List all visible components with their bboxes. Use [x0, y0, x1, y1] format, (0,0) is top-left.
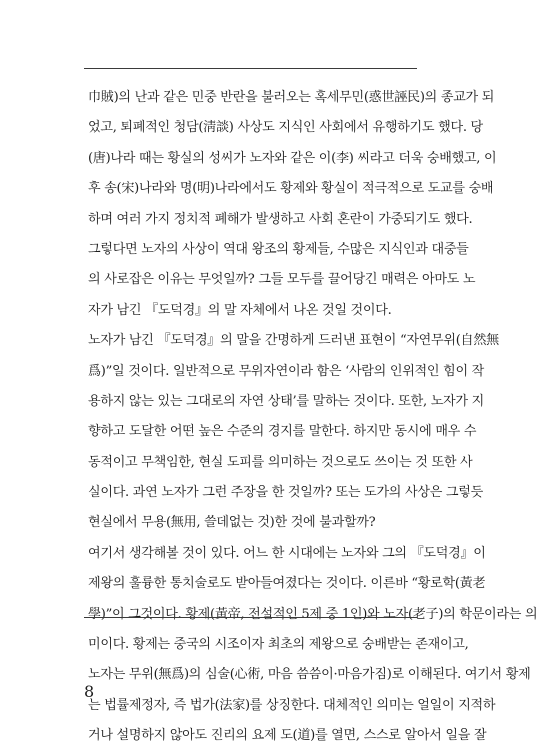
text-line: 노자가 남긴 『도덕경』의 말을 간명하게 드러낸 표현이 “자연무위(自然無 [88, 333, 499, 349]
text-line: 미이다. 황제는 중국의 시조이자 최초의 제왕으로 숭배받는 존재이고, [88, 637, 469, 653]
text-line: 동적이고 무책임한, 현실 도피를 의미하는 것으로도 쓰이는 것 또한 사 [88, 454, 473, 470]
text-line: 學)”이 그것이다. 황제(黃帝, 전설적인 5제 중 1인)와 노자(老子)의 학문이라는 의 [88, 606, 537, 622]
text-line: 현실에서 무용(無用, 쓸데없는 것)한 것에 불과할까? [88, 515, 376, 531]
text-line: 자가 남긴 『도덕경』의 말 자체에서 나온 것일 것이다. [88, 302, 392, 318]
text-line: (唐)나라 때는 황실의 성씨가 노자와 같은 이(李) 씨라고 더욱 숭배했고, 이 [88, 150, 497, 166]
text-line: 거나 설명하지 않아도 진리의 요제 도(道)를 열면, 스스로 알아서 일을 잘 [88, 728, 487, 744]
top-rule [84, 68, 417, 69]
text-line: 그렇다면 노자의 사상이 역대 왕조의 황제들, 수많은 지식인과 대중들 [88, 241, 469, 257]
text-line: 후 송(宋)나라와 명(明)나라에서도 황제와 황실이 적극적으로 도교를 숭배 [88, 181, 494, 197]
page-number: 8 [84, 682, 95, 701]
bottom-rule [84, 617, 417, 618]
text-line: 巾賊)의 난과 같은 민중 반란을 불러오는 혹세무민(惑世誣民)의 종교가 되 [88, 90, 495, 105]
text-line: 제왕의 훌륭한 통치술로도 받아들여졌다는 것이다. 이른바 “황로학(黃老 [88, 576, 486, 592]
text-line: 는 법률제정자, 즉 법가(法家)를 상징한다. 대체적인 의미는 얼일이 지적하 [88, 697, 496, 713]
text-line: 하며 여러 가지 정치적 폐해가 발생하고 사회 혼란이 가중되기도 했다. [88, 211, 473, 227]
text-line: 여기서 생각해볼 것이 있다. 어느 한 시대에는 노자와 그의 『도덕경』이 [88, 545, 486, 561]
text-line: 실이다. 과연 노자가 그런 주장을 한 것일까? 또는 도가의 사상은 그렇듯 [88, 485, 483, 501]
text-line: 의 사로잡은 이유는 무엇일까? 그들 모두를 끌어당긴 매력은 아마도 노 [88, 272, 476, 288]
body-text [88, 83, 537, 752]
text-line: 향하고 도달한 어떤 높은 수준의 경지를 말한다. 하지만 동시에 매우 수 [88, 424, 477, 440]
text-line: 노자는 무위(無爲)의 심술(心術, 마음 씀씀이·마음가짐)로 이해된다. 여기서 황제 [88, 667, 531, 683]
text-line: 爲)”일 것이다. 일반적으로 무위자연이라 함은 ‘사람의 인위적인 힘이 작 [88, 363, 485, 379]
text-line: 용하지 않는 있는 그대로의 자연 상태’를 말하는 것이다. 또한, 노자가 지 [88, 393, 484, 409]
text-line: 었고, 퇴폐적인 청담(淸談) 사상도 지식인 사회에서 유행하기도 했다. 당 [88, 120, 483, 136]
